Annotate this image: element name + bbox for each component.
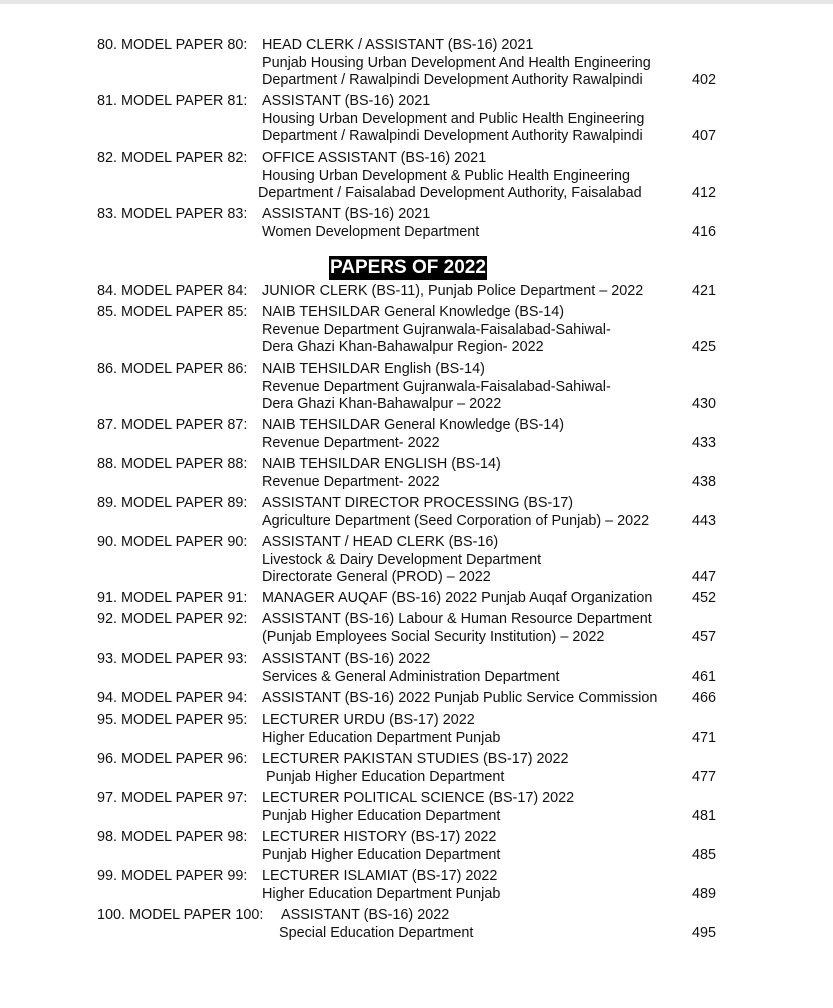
entry-title: ASSISTANT (BS-16) 2021: [262, 93, 431, 109]
entry-detail: Punjab Higher Education Department: [262, 808, 501, 824]
entry-label: 84. MODEL PAPER 84:: [97, 283, 248, 299]
entry-title: ASSISTANT (BS-16) 2022 Punjab Public Service Commission: [262, 690, 658, 706]
page-number: 489: [692, 886, 717, 902]
page-number: 438: [692, 474, 717, 490]
entry-label: 97. MODEL PAPER 97:: [97, 790, 248, 806]
entry-label: 99. MODEL PAPER 99:: [97, 868, 248, 884]
entry-detail: Directorate General (PROD) – 2022: [262, 569, 491, 585]
page-number: 433: [692, 435, 717, 451]
page-number: 412: [692, 185, 717, 201]
entry-detail: Punjab Housing Urban Development And Health Engineering: [262, 55, 651, 71]
page-number: 471: [692, 730, 717, 746]
entry-detail: (Punjab Employees Social Security Institution) – 2022: [262, 629, 605, 645]
page-number: 447: [692, 569, 717, 585]
entry-detail: Higher Education Department Punjab: [262, 730, 501, 746]
entry-detail: Housing Urban Development and Public Health Engineering: [262, 111, 645, 127]
entry-title: NAIB TEHSILDAR General Knowledge (BS-14): [262, 304, 565, 320]
page-number: 443: [692, 513, 717, 529]
entry-title: ASSISTANT DIRECTOR PROCESSING (BS-17): [262, 495, 574, 511]
entry-title: ASSISTANT (BS-16) 2021: [262, 206, 431, 222]
entry-label: 85. MODEL PAPER 85:: [97, 304, 248, 320]
entry-detail: Livestock & Dairy Development Department: [262, 552, 542, 568]
entry-title: LECTURER ISLAMIAT (BS-17) 2022: [262, 868, 498, 884]
entry-detail: Services & General Administration Department: [262, 669, 560, 685]
section-heading: PAPERS OF 2022: [330, 257, 486, 278]
entry-label: 87. MODEL PAPER 87:: [97, 417, 248, 433]
page-number: 416: [692, 224, 717, 240]
entry-detail: Punjab Higher Education Department: [262, 847, 501, 863]
entry-title: NAIB TEHSILDAR English (BS-14): [262, 361, 485, 377]
page-number: 461: [692, 669, 717, 685]
entry-detail: Revenue Department- 2022: [262, 435, 440, 451]
page-number: 425: [692, 339, 717, 355]
page-number: 466: [692, 690, 717, 706]
page-number: 421: [692, 283, 717, 299]
entry-title: LECTURER PAKISTAN STUDIES (BS-17) 2022: [262, 751, 569, 767]
entry-detail: Higher Education Department Punjab: [262, 886, 501, 902]
entry-title: ASSISTANT (BS-16) Labour & Human Resource Department: [262, 611, 652, 627]
entry-label: 92. MODEL PAPER 92:: [97, 611, 248, 627]
entry-label: 95. MODEL PAPER 95:: [97, 712, 248, 728]
page-number: 485: [692, 847, 717, 863]
entry-label: 100. MODEL PAPER 100:: [97, 907, 264, 923]
entry-label: 96. MODEL PAPER 96:: [97, 751, 248, 767]
entry-title: LECTURER URDU (BS-17) 2022: [262, 712, 475, 728]
entry-label: 81. MODEL PAPER 81:: [97, 93, 248, 109]
entry-label: 86. MODEL PAPER 86:: [97, 361, 248, 377]
entry-label: 80. MODEL PAPER 80:: [97, 37, 248, 53]
entry-detail: Revenue Department Gujranwala-Faisalabad-Sahiwal-: [262, 322, 611, 338]
entry-title: MANAGER AUQAF (BS-16) 2022 Punjab Auqaf Organization: [262, 590, 653, 606]
entry-detail: Dera Ghazi Khan-Bahawalpur Region- 2022: [262, 339, 544, 355]
page-number: 402: [692, 72, 717, 88]
entry-label: 82. MODEL PAPER 82:: [97, 150, 248, 166]
page-number: 452: [692, 590, 717, 606]
entry-detail: Special Education Department: [279, 925, 474, 941]
page-number: 457: [692, 629, 717, 645]
entry-title: JUNIOR CLERK (BS-11), Punjab Police Department – 2022: [262, 283, 644, 299]
entry-detail: Department / Faisalabad Development Authority, Faisalabad: [258, 185, 642, 201]
entry-detail: Dera Ghazi Khan-Bahawalpur – 2022: [262, 396, 502, 412]
entry-detail: Revenue Department Gujranwala-Faisalabad-Sahiwal-: [262, 379, 611, 395]
entry-title: ASSISTANT (BS-16) 2022: [281, 907, 450, 923]
page-number: 495: [692, 925, 717, 941]
entry-label: 90. MODEL PAPER 90:: [97, 534, 248, 550]
entry-label: 89. MODEL PAPER 89:: [97, 495, 248, 511]
entry-title: ASSISTANT / HEAD CLERK (BS-16): [262, 534, 499, 550]
page-number: 477: [692, 769, 717, 785]
entry-label: 93. MODEL PAPER 93:: [97, 651, 248, 667]
entry-title: LECTURER POLITICAL SCIENCE (BS-17) 2022: [262, 790, 575, 806]
entry-title: ASSISTANT (BS-16) 2022: [262, 651, 431, 667]
entry-label: 98. MODEL PAPER 98:: [97, 829, 248, 845]
entry-detail: Department / Rawalpindi Development Authority Rawalpindi: [262, 72, 643, 88]
entry-detail: Revenue Department- 2022: [262, 474, 440, 490]
entry-detail: Agriculture Department (Seed Corporation of Punjab) – 2022: [262, 513, 650, 529]
entry-label: 83. MODEL PAPER 83:: [97, 206, 248, 222]
entry-detail: Women Development Department: [262, 224, 480, 240]
entry-title: HEAD CLERK / ASSISTANT (BS-16) 2021: [262, 37, 534, 53]
entry-label: 88. MODEL PAPER 88:: [97, 456, 248, 472]
page-number: 430: [692, 396, 717, 412]
page-number: 407: [692, 128, 717, 144]
entry-detail: Department / Rawalpindi Development Authority Rawalpindi: [262, 128, 643, 144]
entry-detail: Housing Urban Development & Public Health Engineering: [262, 168, 630, 184]
page-number: 481: [692, 808, 717, 824]
entry-title: LECTURER HISTORY (BS-17) 2022: [262, 829, 497, 845]
entry-title: NAIB TEHSILDAR General Knowledge (BS-14): [262, 417, 565, 433]
entry-label: 94. MODEL PAPER 94:: [97, 690, 248, 706]
entry-title: NAIB TEHSILDAR ENGLISH (BS-14): [262, 456, 501, 472]
entry-detail: Punjab Higher Education Department: [266, 769, 505, 785]
entry-label: 91. MODEL PAPER 91:: [97, 590, 248, 606]
entry-title: OFFICE ASSISTANT (BS-16) 2021: [262, 150, 487, 166]
